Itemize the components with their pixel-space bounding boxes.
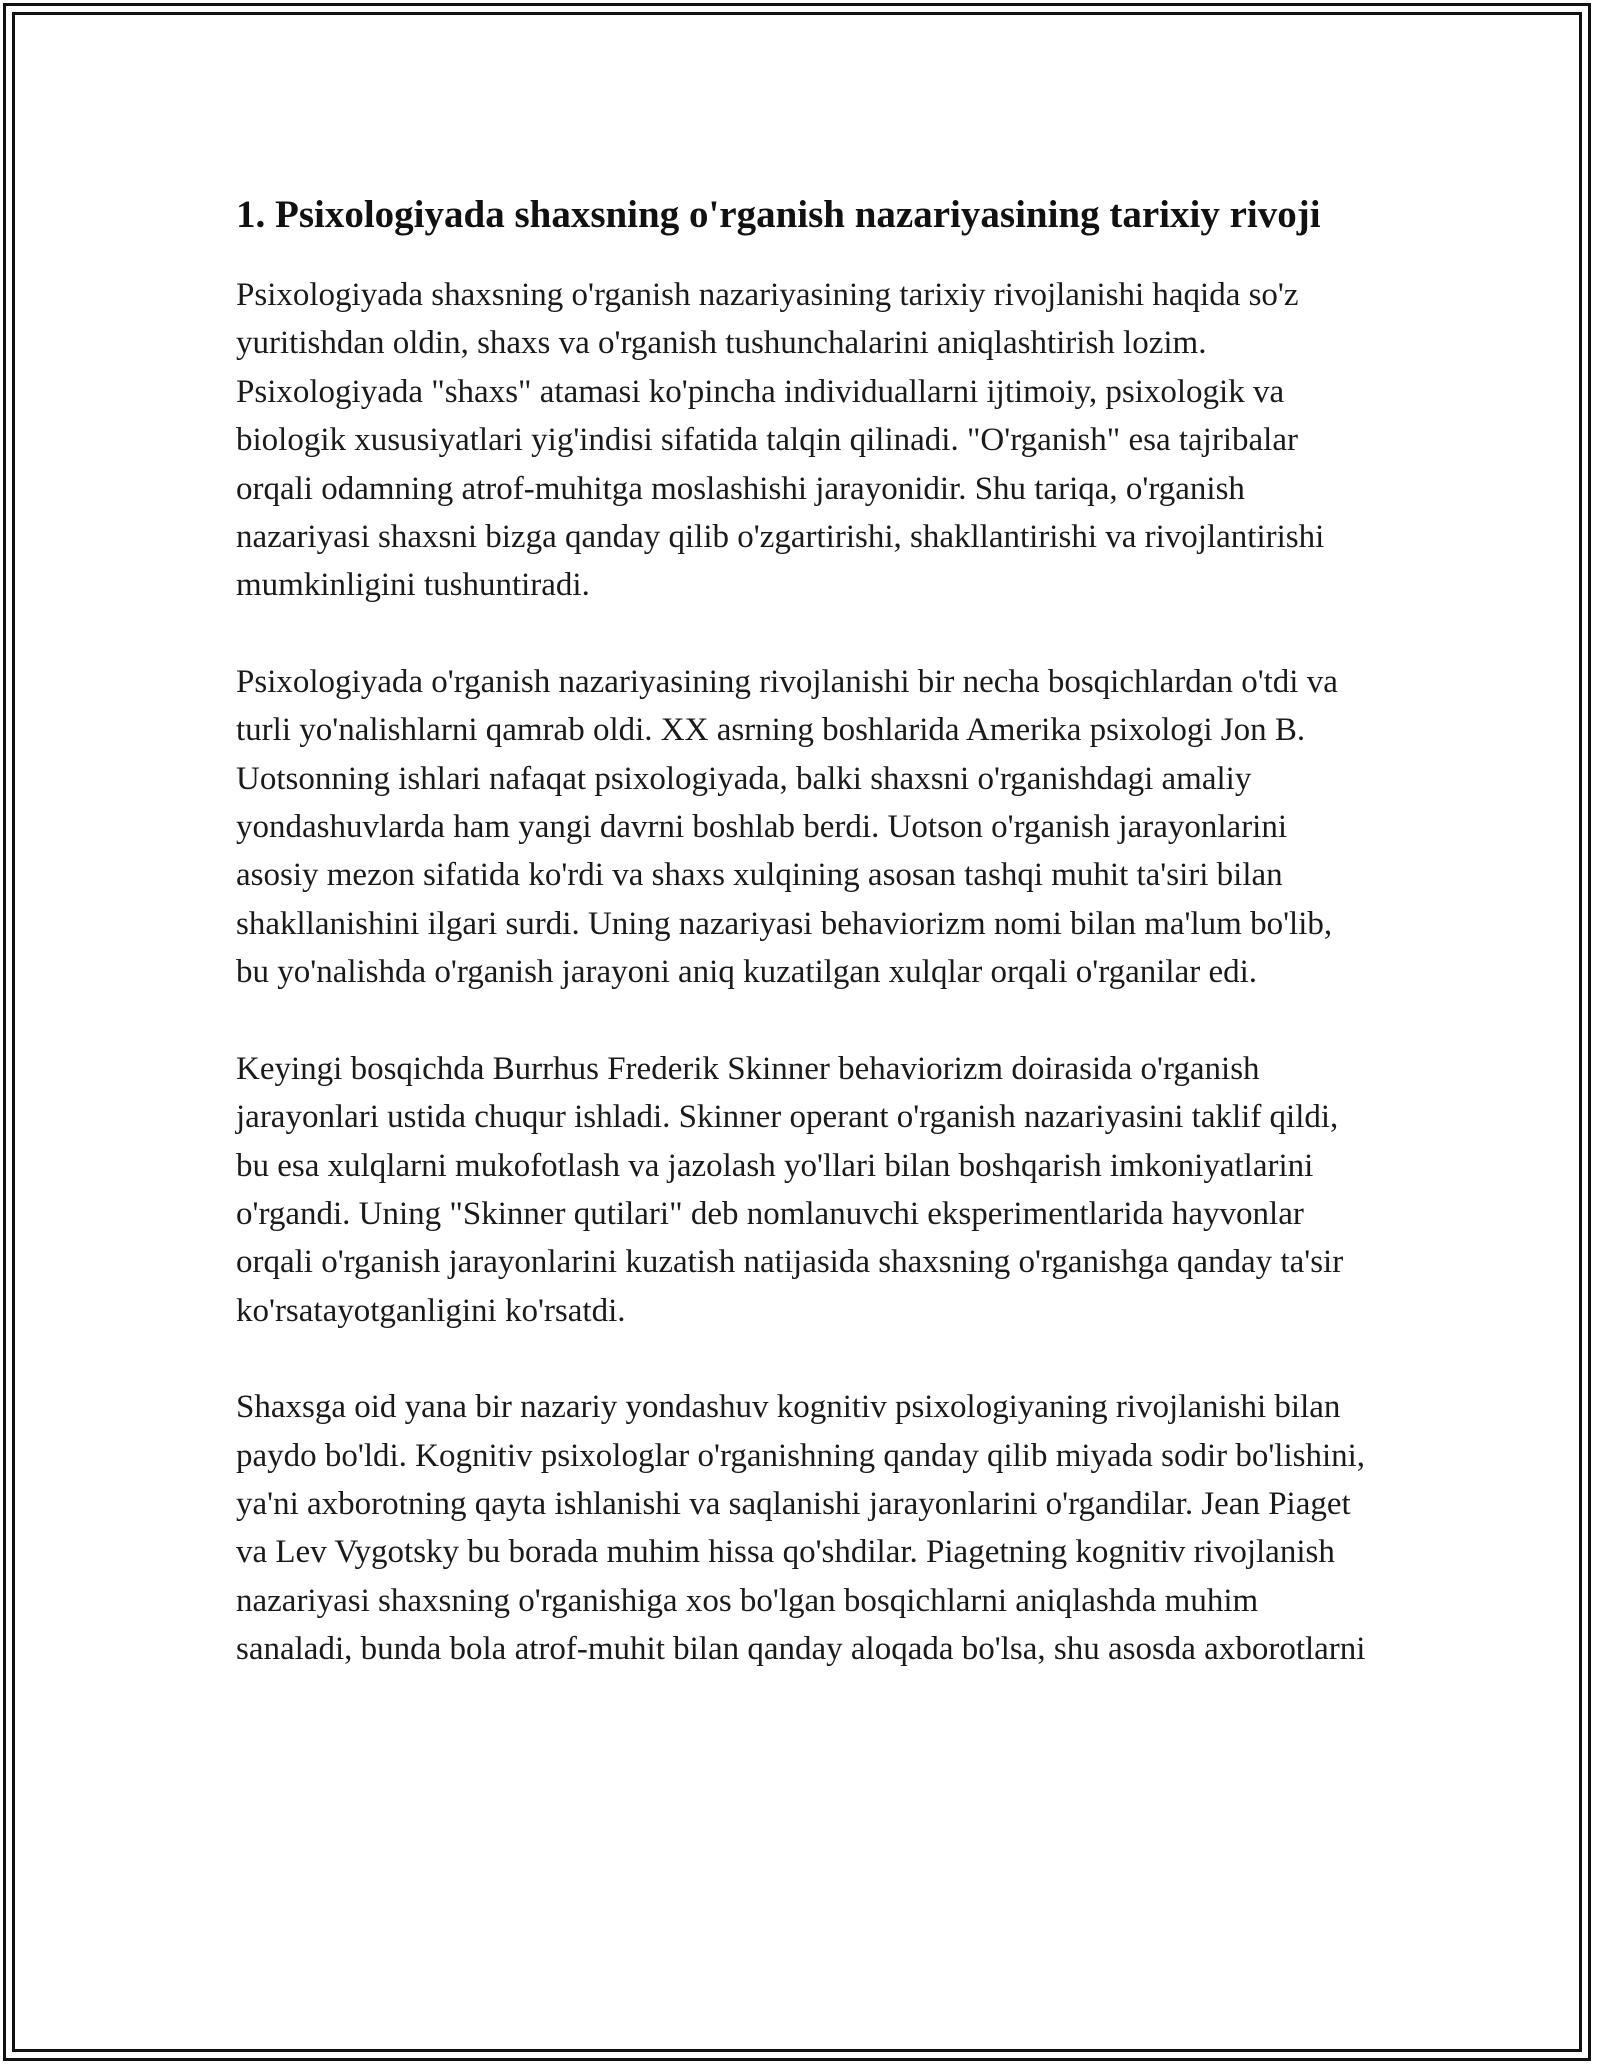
paragraph-4: Shaxsga oid yana bir nazariy yondashuv kognitiv psixologiyaning rivojlanishi bilan paydo bo'ldi. Kognitiv psixologlar o'rganishning qanday qilib miyada sodir bo'lishini, ya'ni axborotning qayta ishlanishi va saqlanishi jarayonlarini o'rgandilar. Jean Piaget va Lev Vygotsky bu borada muhim hissa qo'shdilar. Piagetning kognitiv rivojlanish nazariyasi shaxsning o'rganishiga xos bo'lgan bosqichlarni aniqlashda muhim sanaladi, bunda bola atrof-muhit bilan qanday aloqada bo'lsa, shu asosda axborotlarni — [236, 1389, 1366, 1668]
paragraph-2: Psixologiyada o'rganish nazariyasining rivojlanishi bir necha bosqichlardan o'tdi va turli yo'nalishlarni qamrab oldi. XX asrning boshlarida Amerika psixologi Jon B. Uotsonning ishlari nafaqat psixologiyada, balki shaxsni o'rganishdagi amaliy yondashuvlarda ham yangi davrni boshlab berdi. Uotson o'rganish jarayonlarini asosiy mezon sifatida ko'rdi va shaxs xulqining asosan tashqi muhit ta'siri bilan shakllanishini ilgari surdi. Uning nazariyasi behaviorizm nomi bilan ma'lum bo'lib, bu yo'nalishda o'rganish jarayoni aniq kuzatilgan xulqlar orqali o'rganilar edi. — [236, 663, 1338, 991]
section-heading: 1. Psixologiyada shaxsning o'rganish nazariyasining tarixiy rivoji — [236, 193, 1321, 236]
paragraph-1: Psixologiyada shaxsning o'rganish nazariyasining tarixiy rivojlanishi haqida so'z yuritishdan oldin, shaxs va o'rganish tushunchalarini aniqlashtirish lozim. Psixologiyada "shaxs" atamasi ko'pincha individuallarni ijtimoiy, psixologik va biologik xususiyatlari yig'indisi sifatida talqin qilinadi. "O'rganish" esa tajribalar orqali odamning atrof-muhitga moslashishi jarayonidir. Shu tariqa, o'rganish nazariyasi shaxsni bizga qanday qilib o'zgartirishi, shakllantirishi va rivojlantirishi mumkinligini tushuntiradi. — [236, 277, 1325, 604]
paragraph-3: Keyingi bosqichda Burrhus Frederik Skinner behaviorizm doirasida o'rganish jarayonlari ustida chuqur ishladi. Skinner operant o'rganish nazariyasini taklif qildi, bu esa xulqlarni mukofotlash va jazolash yo'llari bilan boshqarish imkoniyatlarini o'rgandi. Uning "Skinner qutilari" deb nomlanuvchi eksperimentlarida hayvonlar orqali o'rganish jarayonlarini kuzatish natijasida shaxsning o'rganishga qanday ta'sir ko'rsatayotganligini ko'rsatdi. — [236, 1050, 1344, 1329]
document-body — [236, 186, 1366, 1722]
